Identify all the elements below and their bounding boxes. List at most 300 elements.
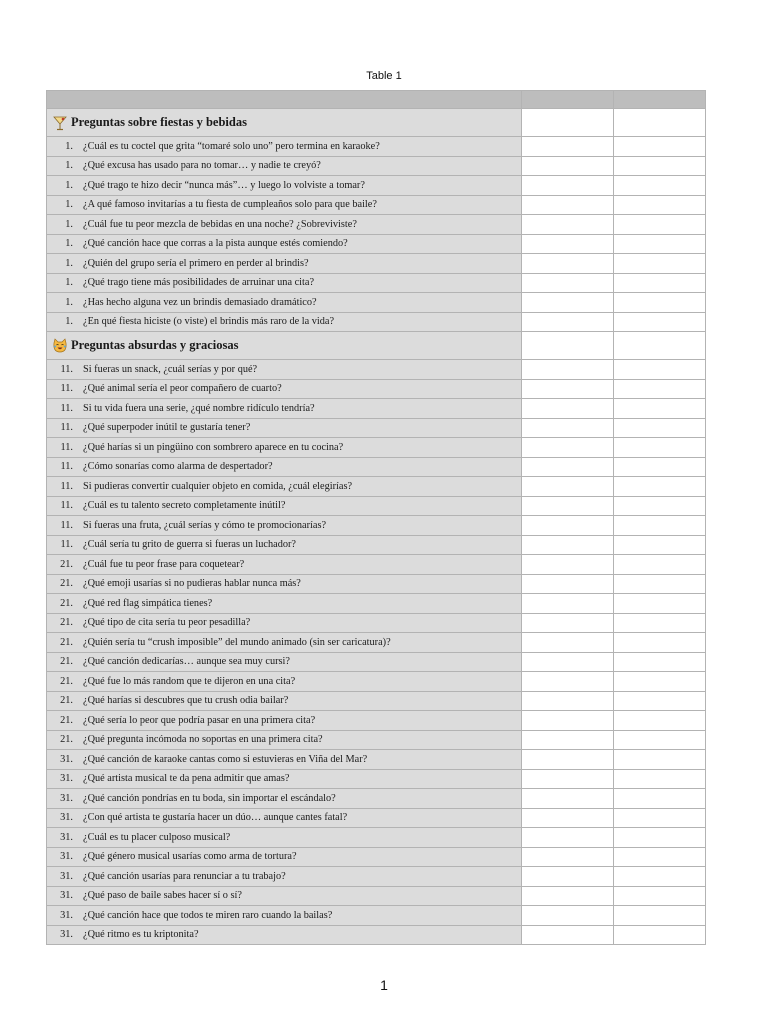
page-number: 1 xyxy=(380,977,388,993)
question-text: ¿Qué sería lo peor que podría pasar en una primera cita? xyxy=(83,714,316,726)
question-row xyxy=(47,750,706,770)
question-cell[interactable] xyxy=(47,438,522,458)
list-item xyxy=(47,871,521,882)
list-item xyxy=(47,316,521,327)
question-number: 11. xyxy=(60,363,73,375)
question-cell[interactable] xyxy=(47,633,522,653)
question-number: 11. xyxy=(60,422,73,434)
question-cell[interactable] xyxy=(47,847,522,867)
question-cell[interactable] xyxy=(47,789,522,809)
empty-cell[interactable] xyxy=(614,925,706,945)
empty-cell[interactable] xyxy=(614,418,706,438)
question-text: ¿Qué género musical usarías como arma de tortura? xyxy=(83,851,297,863)
empty-cell[interactable] xyxy=(614,516,706,536)
empty-cell[interactable] xyxy=(522,828,614,848)
list-item xyxy=(47,364,521,375)
list-item xyxy=(47,734,521,745)
question-row xyxy=(47,516,706,536)
question-cell[interactable] xyxy=(47,254,522,274)
empty-cell[interactable] xyxy=(522,418,614,438)
question-text: ¿En qué fiesta hiciste (o viste) el brindis más raro de la vida? xyxy=(83,316,335,328)
empty-cell[interactable] xyxy=(522,594,614,614)
question-row xyxy=(47,555,706,575)
empty-cell[interactable] xyxy=(522,730,614,750)
question-row xyxy=(47,273,706,293)
empty-cell[interactable] xyxy=(614,808,706,828)
question-row xyxy=(47,594,706,614)
question-cell[interactable] xyxy=(47,234,522,254)
empty-cell[interactable] xyxy=(522,399,614,419)
question-row xyxy=(47,312,706,332)
question-text: ¿Qué harías si descubres que tu crush odia bailar? xyxy=(83,695,289,707)
question-text: ¿Cuál es tu placer culposo musical? xyxy=(83,831,231,843)
list-item xyxy=(47,929,521,940)
question-text: ¿Qué superpoder inútil te gustaría tener? xyxy=(83,422,251,434)
question-text: Si pudieras convertir cualquier objeto en comida, ¿cuál elegirías? xyxy=(83,480,353,492)
empty-cell[interactable] xyxy=(614,496,706,516)
table-title: Table 1 xyxy=(366,70,402,82)
question-cell[interactable] xyxy=(47,711,522,731)
question-number: 21. xyxy=(60,656,73,668)
question-number: 1. xyxy=(65,296,73,308)
question-cell[interactable] xyxy=(47,418,522,438)
question-text: ¿Has hecho alguna vez un brindis demasiado dramático? xyxy=(83,296,317,308)
question-number: 11. xyxy=(60,480,73,492)
question-cell[interactable] xyxy=(47,312,522,332)
question-cell[interactable] xyxy=(47,273,522,293)
empty-cell[interactable] xyxy=(614,109,706,137)
list-item xyxy=(47,578,521,589)
empty-cell[interactable] xyxy=(522,750,614,770)
empty-cell[interactable] xyxy=(522,555,614,575)
empty-cell[interactable] xyxy=(614,399,706,419)
empty-cell[interactable] xyxy=(522,886,614,906)
question-cell[interactable] xyxy=(47,516,522,536)
question-number: 21. xyxy=(60,714,73,726)
question-cell[interactable] xyxy=(47,672,522,692)
empty-cell[interactable] xyxy=(522,906,614,926)
empty-cell[interactable] xyxy=(614,555,706,575)
empty-cell[interactable] xyxy=(614,137,706,157)
question-text: ¿Con qué artista te gustaría hacer un dúo… aunque cantes fatal? xyxy=(83,812,348,824)
question-text: ¿Qué canción hace que corras a la pista aunque estés comiendo? xyxy=(83,238,348,250)
question-number: 21. xyxy=(60,617,73,629)
question-row xyxy=(47,574,706,594)
empty-cell[interactable] xyxy=(614,691,706,711)
question-cell[interactable] xyxy=(47,293,522,313)
empty-cell[interactable] xyxy=(614,156,706,176)
question-text: ¿Qué canción dedicarías… aunque sea muy cursi? xyxy=(83,656,290,668)
question-row xyxy=(47,828,706,848)
question-text: Si tu vida fuera una serie, ¿qué nombre ridículo tendría? xyxy=(83,402,315,414)
question-row xyxy=(47,477,706,497)
question-number: 11. xyxy=(60,461,73,473)
list-item xyxy=(47,258,521,269)
empty-cell[interactable] xyxy=(522,808,614,828)
list-item xyxy=(47,890,521,901)
question-row xyxy=(47,847,706,867)
list-item xyxy=(47,277,521,288)
question-number: 11. xyxy=(60,383,73,395)
question-cell[interactable] xyxy=(47,691,522,711)
question-cell[interactable] xyxy=(47,156,522,176)
empty-cell[interactable] xyxy=(614,613,706,633)
question-cell[interactable] xyxy=(47,906,522,926)
question-text: ¿Qué harías si un pingüino con sombrero aparece en tu cocina? xyxy=(83,441,344,453)
empty-cell[interactable] xyxy=(614,750,706,770)
question-text: ¿Qué tipo de cita sería tu peor pesadilla? xyxy=(83,617,251,629)
empty-cell[interactable] xyxy=(614,711,706,731)
list-item xyxy=(47,832,521,843)
list-item xyxy=(47,695,521,706)
empty-cell[interactable] xyxy=(522,234,614,254)
question-row xyxy=(47,234,706,254)
question-row xyxy=(47,399,706,419)
section-title: Preguntas absurdas y graciosas xyxy=(71,338,239,352)
question-number: 31. xyxy=(60,870,73,882)
empty-cell[interactable] xyxy=(614,176,706,196)
empty-cell[interactable] xyxy=(522,652,614,672)
list-item xyxy=(47,180,521,191)
empty-cell[interactable] xyxy=(522,360,614,380)
empty-cell[interactable] xyxy=(614,477,706,497)
empty-cell[interactable] xyxy=(614,360,706,380)
question-row xyxy=(47,886,706,906)
question-cell[interactable] xyxy=(47,399,522,419)
empty-cell[interactable] xyxy=(522,109,614,137)
empty-cell[interactable] xyxy=(614,730,706,750)
empty-cell[interactable] xyxy=(614,633,706,653)
question-row xyxy=(47,195,706,215)
question-row xyxy=(47,652,706,672)
list-item xyxy=(47,656,521,667)
section-title: Preguntas sobre fiestas y bebidas xyxy=(71,115,247,129)
question-text: ¿Qué ritmo es tu kriptonita? xyxy=(83,929,199,941)
question-cell[interactable] xyxy=(47,828,522,848)
question-text: ¿Qué fue lo más random que te dijeron en una cita? xyxy=(83,675,296,687)
question-cell[interactable] xyxy=(47,176,522,196)
question-cell[interactable] xyxy=(47,730,522,750)
header-cell[interactable] xyxy=(614,91,706,109)
empty-cell[interactable] xyxy=(614,215,706,235)
question-text: ¿Qué canción pondrías en tu boda, sin importar el escándalo? xyxy=(83,792,336,804)
question-text: ¿Qué trago tiene más posibilidades de arruinar una cita? xyxy=(83,277,315,289)
empty-cell[interactable] xyxy=(522,691,614,711)
list-item xyxy=(47,160,521,171)
list-item xyxy=(47,461,521,472)
empty-cell[interactable] xyxy=(522,332,614,360)
header-cell[interactable] xyxy=(47,91,522,109)
empty-cell[interactable] xyxy=(614,867,706,887)
question-row xyxy=(47,176,706,196)
question-row xyxy=(47,769,706,789)
section-row xyxy=(47,109,706,137)
empty-cell[interactable] xyxy=(522,137,614,157)
question-number: 31. xyxy=(60,812,73,824)
empty-cell[interactable] xyxy=(522,769,614,789)
list-item xyxy=(47,793,521,804)
laughing-cat-icon xyxy=(52,338,68,354)
question-cell[interactable] xyxy=(47,535,522,555)
empty-cell[interactable] xyxy=(522,156,614,176)
empty-cell[interactable] xyxy=(614,847,706,867)
section-header xyxy=(47,115,521,131)
empty-cell[interactable] xyxy=(614,769,706,789)
question-number: 1. xyxy=(65,316,73,328)
list-item xyxy=(47,442,521,453)
list-item xyxy=(47,422,521,433)
question-number: 1. xyxy=(65,257,73,269)
question-number: 1. xyxy=(65,277,73,289)
empty-cell[interactable] xyxy=(522,176,614,196)
question-number: 31. xyxy=(60,890,73,902)
empty-cell[interactable] xyxy=(614,535,706,555)
question-number: 1. xyxy=(65,218,73,230)
empty-cell[interactable] xyxy=(522,574,614,594)
question-row xyxy=(47,906,706,926)
question-cell[interactable] xyxy=(47,379,522,399)
list-item xyxy=(47,383,521,394)
question-cell[interactable] xyxy=(47,195,522,215)
list-item xyxy=(47,238,521,249)
question-cell[interactable] xyxy=(47,137,522,157)
empty-cell[interactable] xyxy=(614,312,706,332)
list-item xyxy=(47,598,521,609)
empty-cell[interactable] xyxy=(614,332,706,360)
question-number: 31. xyxy=(60,753,73,765)
list-item xyxy=(47,773,521,784)
list-item xyxy=(47,754,521,765)
list-item xyxy=(47,141,521,152)
section-cell[interactable] xyxy=(47,109,522,137)
question-row xyxy=(47,360,706,380)
list-item xyxy=(47,715,521,726)
question-text: ¿Quién sería tu “crush imposible” del mundo animado (sin ser caricatura)? xyxy=(83,636,391,648)
question-number: 21. xyxy=(60,558,73,570)
question-row xyxy=(47,535,706,555)
question-number: 21. xyxy=(60,675,73,687)
question-row xyxy=(47,254,706,274)
question-row xyxy=(47,137,706,157)
question-number: 1. xyxy=(65,160,73,172)
empty-cell[interactable] xyxy=(614,594,706,614)
question-number: 31. xyxy=(60,773,73,785)
question-cell[interactable] xyxy=(47,867,522,887)
list-item xyxy=(47,219,521,230)
question-text: ¿Qué trago te hizo decir “nunca más”… y luego lo volviste a tomar? xyxy=(83,179,365,191)
empty-cell[interactable] xyxy=(522,379,614,399)
empty-cell[interactable] xyxy=(614,457,706,477)
question-number: 1. xyxy=(65,140,73,152)
empty-cell[interactable] xyxy=(614,438,706,458)
question-number: 21. xyxy=(60,636,73,648)
section-row xyxy=(47,332,706,360)
question-row xyxy=(47,457,706,477)
empty-cell[interactable] xyxy=(522,273,614,293)
empty-cell[interactable] xyxy=(614,672,706,692)
question-text: ¿Qué animal sería el peor compañero de cuarto? xyxy=(83,383,282,395)
question-text: Si fueras un snack, ¿cuál serías y por qué? xyxy=(83,363,258,375)
question-number: 21. xyxy=(60,578,73,590)
question-number: 31. xyxy=(60,851,73,863)
list-item xyxy=(47,676,521,687)
question-text: Si fueras una fruta, ¿cuál serías y cómo te promocionarías? xyxy=(83,519,327,531)
empty-cell[interactable] xyxy=(522,925,614,945)
question-number: 11. xyxy=(60,402,73,414)
question-text: ¿Cuál fue tu peor frase para coquetear? xyxy=(83,558,245,570)
question-cell[interactable] xyxy=(47,457,522,477)
empty-cell[interactable] xyxy=(522,215,614,235)
cocktail-glass-icon xyxy=(52,115,68,131)
empty-cell[interactable] xyxy=(522,438,614,458)
empty-cell[interactable] xyxy=(522,293,614,313)
question-number: 11. xyxy=(60,519,73,531)
question-number: 21. xyxy=(60,597,73,609)
question-text: ¿Cómo sonarías como alarma de despertador? xyxy=(83,461,273,473)
empty-cell[interactable] xyxy=(614,293,706,313)
question-cell[interactable] xyxy=(47,215,522,235)
question-cell[interactable] xyxy=(47,808,522,828)
question-row xyxy=(47,496,706,516)
question-row xyxy=(47,711,706,731)
question-number: 31. xyxy=(60,792,73,804)
empty-cell[interactable] xyxy=(522,496,614,516)
question-number: 11. xyxy=(60,539,73,551)
empty-cell[interactable] xyxy=(522,867,614,887)
question-text: ¿Qué canción de karaoke cantas como si estuvieras en Viña del Mar? xyxy=(83,753,368,765)
question-text: ¿Qué canción hace que todos te miren raro cuando la bailas? xyxy=(83,909,333,921)
question-cell[interactable] xyxy=(47,360,522,380)
question-row xyxy=(47,808,706,828)
list-item xyxy=(47,500,521,511)
question-text: ¿Qué excusa has usado para no tomar… y nadie te creyó? xyxy=(83,160,321,172)
empty-cell[interactable] xyxy=(522,195,614,215)
empty-cell[interactable] xyxy=(614,234,706,254)
list-item xyxy=(47,851,521,862)
header-row xyxy=(47,91,706,109)
list-item xyxy=(47,539,521,550)
question-row xyxy=(47,672,706,692)
empty-cell[interactable] xyxy=(522,672,614,692)
question-cell[interactable] xyxy=(47,750,522,770)
empty-cell[interactable] xyxy=(614,828,706,848)
list-item xyxy=(47,403,521,414)
list-item xyxy=(47,481,521,492)
question-cell[interactable] xyxy=(47,496,522,516)
list-item xyxy=(47,910,521,921)
question-text: ¿Qué artista musical te da pena admitir que amas? xyxy=(83,773,290,785)
question-number: 31. xyxy=(60,831,73,843)
empty-cell[interactable] xyxy=(522,711,614,731)
question-number: 1. xyxy=(65,179,73,191)
question-cell[interactable] xyxy=(47,477,522,497)
section-header xyxy=(47,338,521,354)
empty-cell[interactable] xyxy=(614,273,706,293)
question-row xyxy=(47,215,706,235)
question-row xyxy=(47,293,706,313)
question-text: ¿Quién del grupo sería el primero en perder al brindis? xyxy=(83,257,309,269)
question-row xyxy=(47,613,706,633)
empty-cell[interactable] xyxy=(522,633,614,653)
question-row xyxy=(47,418,706,438)
empty-cell[interactable] xyxy=(522,516,614,536)
question-cell[interactable] xyxy=(47,613,522,633)
question-cell[interactable] xyxy=(47,925,522,945)
question-row xyxy=(47,867,706,887)
empty-cell[interactable] xyxy=(614,886,706,906)
question-text: ¿Cuál sería tu grito de guerra si fueras un luchador? xyxy=(83,539,297,551)
question-row xyxy=(47,789,706,809)
section-cell[interactable] xyxy=(47,332,522,360)
empty-cell[interactable] xyxy=(522,847,614,867)
question-cell[interactable] xyxy=(47,594,522,614)
question-text: ¿Cuál es tu coctel que grita “tomaré solo uno” pero termina en karaoke? xyxy=(83,140,380,152)
empty-cell[interactable] xyxy=(522,312,614,332)
empty-cell[interactable] xyxy=(522,254,614,274)
empty-cell[interactable] xyxy=(614,906,706,926)
list-item xyxy=(47,637,521,648)
question-text: ¿Qué pregunta incómoda no soportas en una primera cita? xyxy=(83,734,323,746)
question-number: 31. xyxy=(60,909,73,921)
question-cell[interactable] xyxy=(47,574,522,594)
empty-cell[interactable] xyxy=(522,789,614,809)
question-row xyxy=(47,438,706,458)
question-row xyxy=(47,925,706,945)
question-text: ¿Qué red flag simpática tienes? xyxy=(83,597,213,609)
questions-table xyxy=(46,90,706,945)
empty-cell[interactable] xyxy=(522,457,614,477)
question-text: ¿Cuál es tu talento secreto completamente inútil? xyxy=(83,500,286,512)
question-cell[interactable] xyxy=(47,769,522,789)
empty-cell[interactable] xyxy=(614,379,706,399)
question-number: 11. xyxy=(60,441,73,453)
question-number: 1. xyxy=(65,238,73,250)
table-body xyxy=(47,91,706,945)
list-item xyxy=(47,812,521,823)
list-item xyxy=(47,199,521,210)
empty-cell[interactable] xyxy=(522,535,614,555)
question-number: 21. xyxy=(60,734,73,746)
question-text: ¿Qué paso de baile sabes hacer sí o sí? xyxy=(83,890,242,902)
empty-cell[interactable] xyxy=(614,254,706,274)
question-text: ¿Qué emoji usarías si no pudieras hablar nunca más? xyxy=(83,578,301,590)
question-number: 11. xyxy=(60,500,73,512)
empty-cell[interactable] xyxy=(614,652,706,672)
list-item xyxy=(47,520,521,531)
list-item xyxy=(47,297,521,308)
question-number: 31. xyxy=(60,929,73,941)
empty-cell[interactable] xyxy=(614,195,706,215)
empty-cell[interactable] xyxy=(614,574,706,594)
question-text: ¿Qué canción usarías para renunciar a tu trabajo? xyxy=(83,870,286,882)
question-row xyxy=(47,691,706,711)
question-text: ¿A qué famoso invitarías a tu fiesta de cumpleaños solo para que baile? xyxy=(83,199,377,211)
question-number: 21. xyxy=(60,695,73,707)
empty-cell[interactable] xyxy=(522,613,614,633)
question-cell[interactable] xyxy=(47,886,522,906)
question-cell[interactable] xyxy=(47,555,522,575)
question-row xyxy=(47,633,706,653)
list-item xyxy=(47,559,521,570)
question-text: ¿Cuál fue tu peor mezcla de bebidas en una noche? ¿Sobreviviste? xyxy=(83,218,357,230)
question-cell[interactable] xyxy=(47,652,522,672)
list-item xyxy=(47,617,521,628)
question-row xyxy=(47,730,706,750)
header-cell[interactable] xyxy=(522,91,614,109)
empty-cell[interactable] xyxy=(522,477,614,497)
empty-cell[interactable] xyxy=(614,789,706,809)
question-row xyxy=(47,156,706,176)
